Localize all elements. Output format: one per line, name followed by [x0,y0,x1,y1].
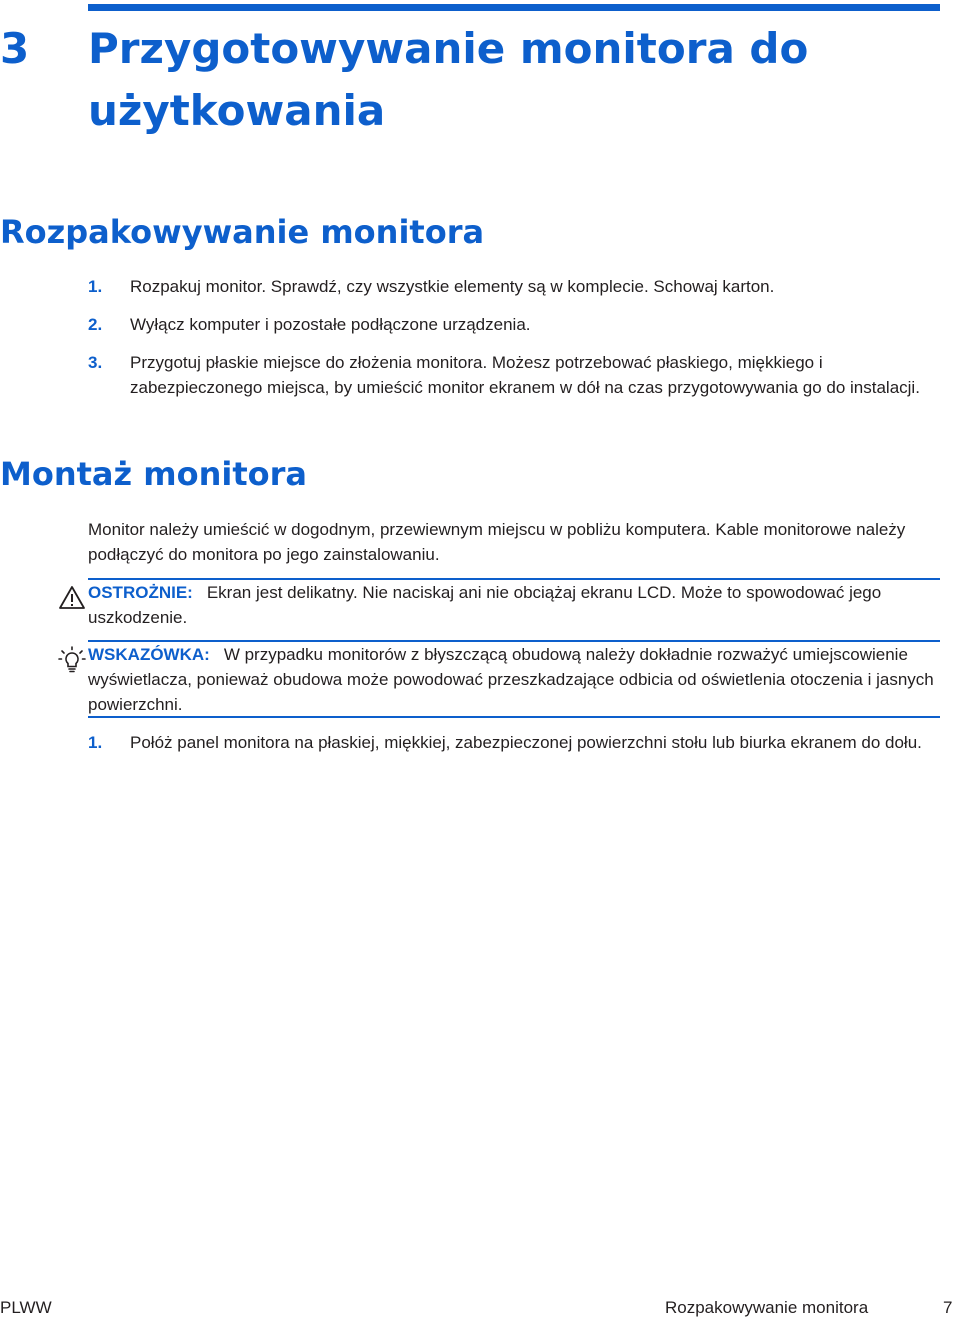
list-item-text: Przygotuj płaskie miejsce do złożenia monitora. Możesz potrzebować płaskiego, miękkiego i zabezpieczonego miejsca, by umieścić monitor ekranem w dół na czas przygotowywania go do instalacji. [130,353,920,397]
footer-left: PLWW [0,1298,52,1317]
warning-triangle-icon [58,584,86,612]
list-item-number: 3. [88,353,103,372]
lightbulb-icon [58,646,86,674]
list-item [88,274,940,299]
caution-note [88,580,940,630]
tip-text: W przypadku monitorów z błyszczącą obudową należy dokładnie rozważyć umiejscowienie wyświetlacza, ponieważ obudowa może powodować przeszkadzające odbicia od oświetlenia otoczenia i jasnych powierzchni. [88,645,934,714]
mounting-steps-list [88,730,940,768]
footer-section-title: Rozpakowywanie monitora [665,1298,869,1317]
chapter-number: 3 [0,24,30,73]
list-item-text: Rozpakuj monitor. Sprawdź, czy wszystkie elementy są w komplecie. Schowaj karton. [130,277,775,296]
section-heading-mounting: Montaż monitora [0,455,307,493]
list-item-text: Wyłącz komputer i pozostałe podłączone urządzenia. [130,315,531,334]
caution-text: Ekran jest delikatny. Nie naciskaj ani nie obciążaj ekranu LCD. Może to spowodować jego uszkodzenie. [88,583,882,627]
list-item-text: Połóż panel monitora na płaskiej, miękkiej, zabezpieczonej powierzchni stołu lub biurka ekranem do dołu. [130,733,922,752]
chapter-top-rule [88,4,940,11]
list-item [88,730,940,755]
chapter-title: Przygotowywanie monitora do użytkowania [88,24,809,135]
tip-bottom-rule [88,716,940,718]
tip-note [88,642,940,717]
section-heading-unpacking: Rozpakowywanie monitora [0,213,485,251]
footer-page-number: 7 [943,1298,953,1317]
tip-label: WSKAZÓWKA: [88,645,210,664]
caution-label: OSTROŻNIE: [88,583,193,602]
list-item-number: 1. [88,733,103,752]
list-item-number: 1. [88,277,103,296]
unpacking-steps-list [88,274,940,413]
list-item [88,350,940,400]
mounting-intro-paragraph: Monitor należy umieścić w dogodnym, przewiewnym miejscu w pobliżu komputera. Kable monitorowe należy podłączyć do monitora po jego zainstalowaniu. [88,520,906,564]
list-item-number: 2. [88,315,103,334]
list-item [88,312,940,337]
